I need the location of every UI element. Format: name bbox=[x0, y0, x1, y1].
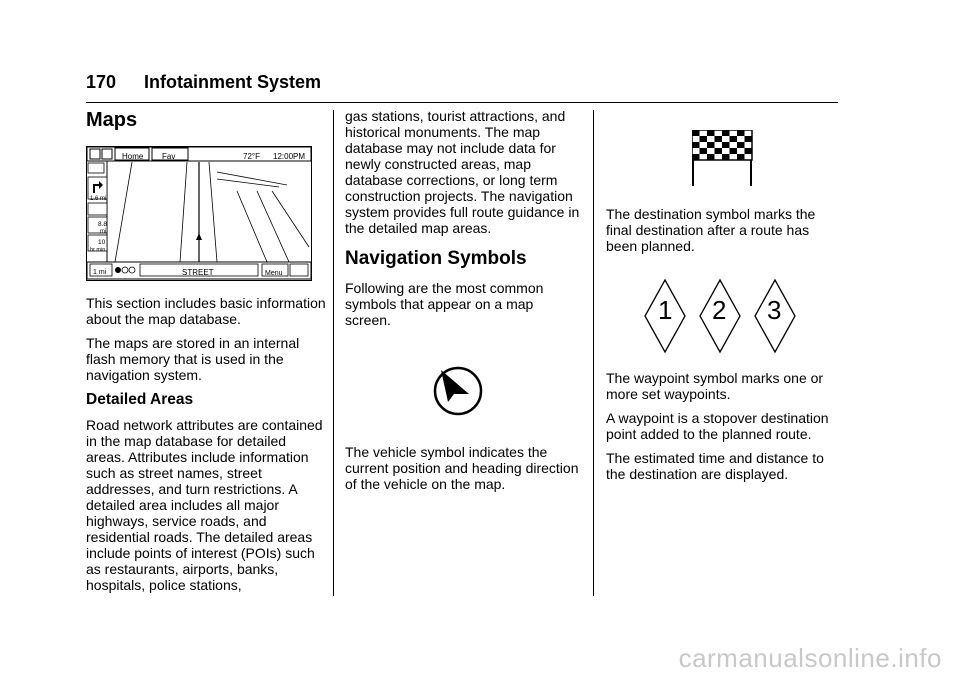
page-number: 170 bbox=[86, 72, 117, 92]
column-divider bbox=[333, 110, 334, 596]
checkered-flag-icon bbox=[692, 130, 754, 188]
detailed-areas-continued: gas stations, tourist attractions, and historical monuments. The map database may not include data for newly constructed areas, map database corrections, or long term construction projects. The navigation system provides full route guidance in the detailed map areas. bbox=[345, 108, 580, 236]
eta-description: The estimated time and distance to the destination are displayed. bbox=[606, 450, 824, 482]
vehicle-symbol-description: The vehicle symbol indicates the current position and heading direction of the vehicle on the map. bbox=[345, 444, 579, 492]
turn-distance: 1.6 mi bbox=[90, 196, 107, 202]
vehicle-symbol-figure bbox=[345, 336, 583, 444]
remaining-distance: 8.8 bbox=[98, 221, 108, 228]
street-name: STREET bbox=[182, 268, 214, 277]
temperature: 72°F bbox=[243, 152, 260, 161]
page-header bbox=[86, 72, 838, 103]
destination-symbol-figure bbox=[606, 108, 842, 206]
menu-button[interactable]: Menu bbox=[265, 270, 283, 277]
list-icon bbox=[290, 264, 308, 276]
navigation-symbols-intro: Following are the most common symbols that appear on a map screen. bbox=[345, 280, 544, 328]
maps-paragraph-1: This section includes basic information about the map database. bbox=[86, 295, 326, 327]
vehicle-symbol-icon bbox=[428, 361, 488, 421]
waypoint-description-1: The waypoint symbol marks one or more set waypoints. bbox=[606, 370, 824, 402]
destination-symbol-description: The destination symbol marks the final destination after a route has been planned. bbox=[606, 206, 816, 254]
waypoint-3-label: 3 bbox=[767, 295, 782, 325]
waypoint-1-label: 1 bbox=[658, 295, 673, 325]
column-2 bbox=[345, 108, 583, 500]
tab-home[interactable]: Home bbox=[122, 152, 144, 161]
map-drawing bbox=[87, 147, 311, 280]
waypoint-description-2: A waypoint is a stopover destination point added to the planned route. bbox=[606, 410, 829, 442]
detailed-areas-paragraph: Road network attributes are contained in the map database for detailed areas. Attributes include information such as street names, street addresses, and turn restrictions. A detailed area includes all major highways, service roads, and residential roads. The detailed areas include points of interest (POIs) such as restaurants, airports, banks, hospitals, police stations, bbox=[86, 417, 323, 593]
clock: 12:00PM bbox=[273, 152, 306, 161]
waypoint-symbols-figure bbox=[606, 262, 842, 370]
column-3 bbox=[606, 108, 842, 490]
column-divider bbox=[593, 110, 594, 596]
navigation-map-screen bbox=[86, 146, 312, 281]
remaining-time: 10 bbox=[98, 239, 106, 246]
tab-fav[interactable]: Fav bbox=[162, 152, 176, 161]
waypoint-2-label: 2 bbox=[712, 295, 727, 325]
section-title: Infotainment System bbox=[144, 72, 322, 92]
watermark: carmanualsonline.info bbox=[678, 643, 942, 673]
maps-paragraph-2: The maps are stored in an internal flash memory that is used in the navigation system. bbox=[86, 335, 300, 383]
maps-heading: Maps bbox=[86, 109, 138, 131]
column-1 bbox=[86, 108, 326, 601]
remaining-time-unit: hr min bbox=[90, 247, 106, 253]
navigation-symbols-heading: Navigation Symbols bbox=[345, 248, 527, 269]
vehicle-arrow-icon bbox=[196, 233, 202, 240]
remaining-distance-unit: mi bbox=[100, 229, 107, 235]
map-scale[interactable]: 1 mi bbox=[93, 269, 107, 276]
detailed-areas-heading: Detailed Areas bbox=[86, 391, 194, 408]
